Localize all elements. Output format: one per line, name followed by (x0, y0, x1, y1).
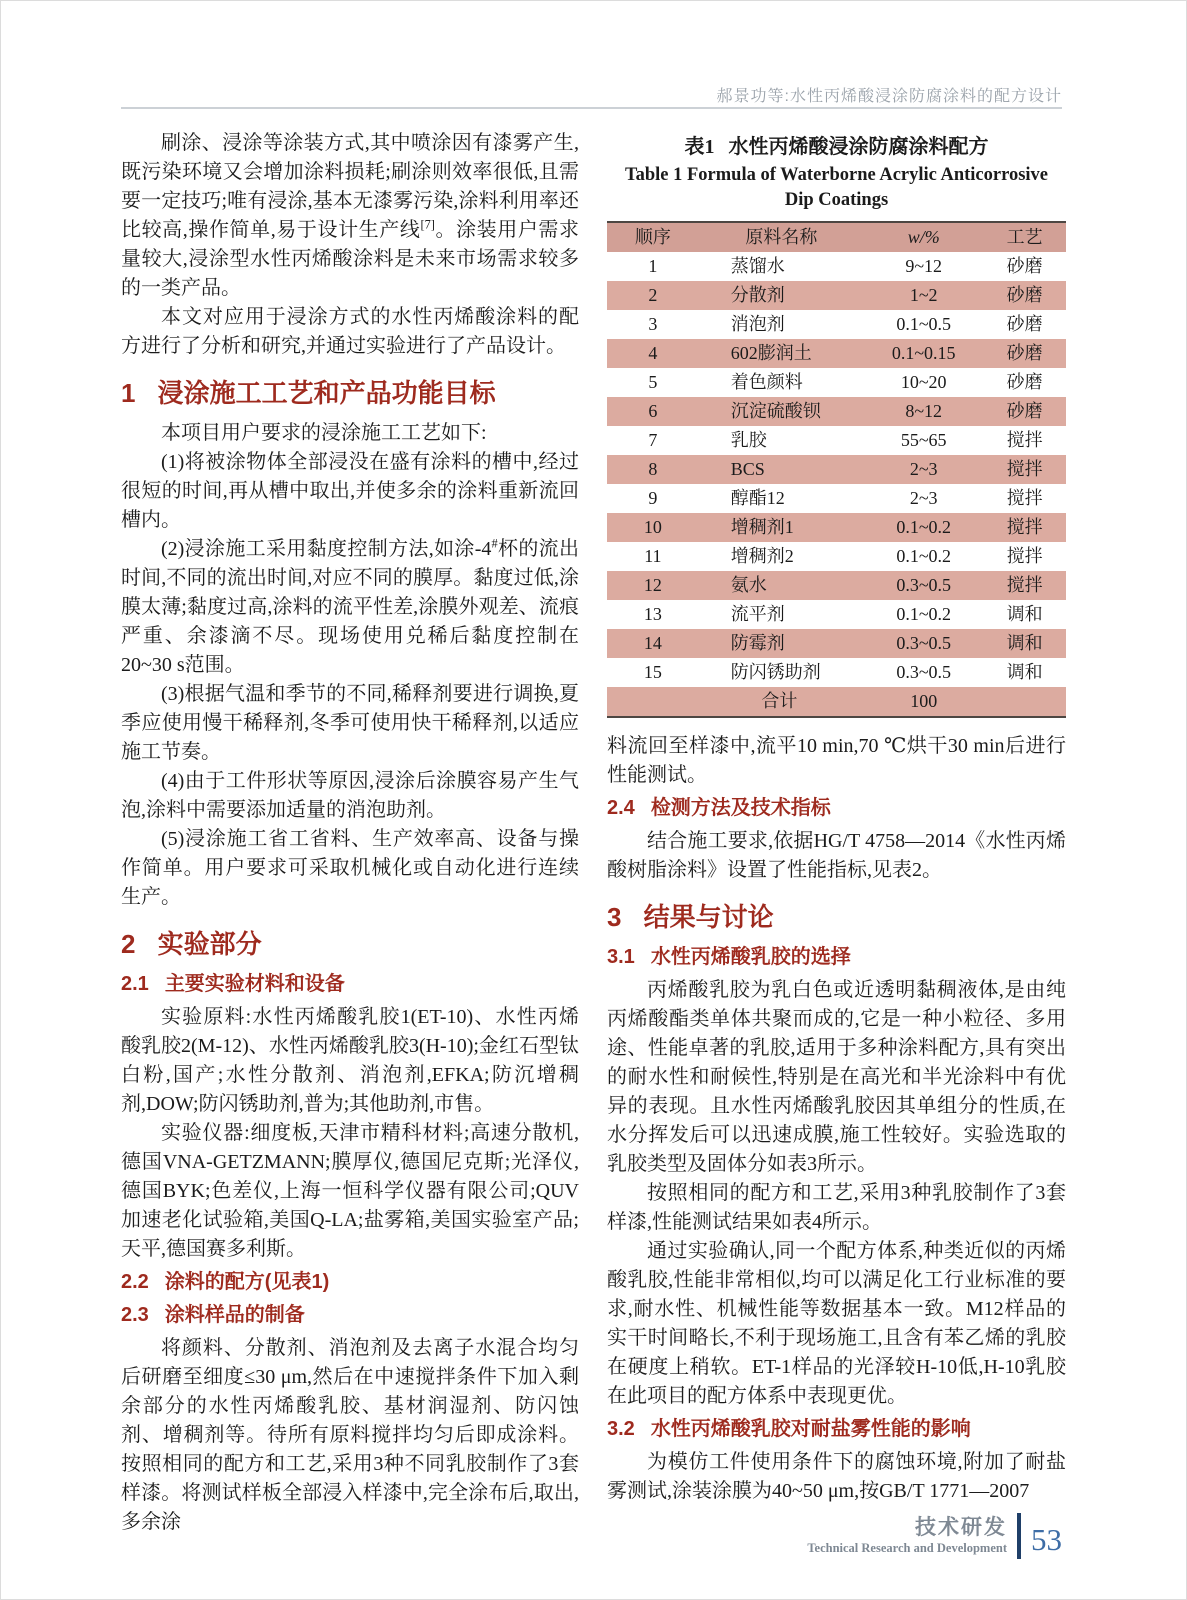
table-cell: 氨水 (730, 575, 767, 595)
table-cell: 搅拌 (1006, 488, 1043, 508)
section-number: 2.2 (121, 1271, 149, 1293)
table-row (607, 252, 1066, 281)
section-title: 涂料的配方(见表1) (164, 1271, 330, 1293)
section-2-4-heading (607, 794, 1066, 823)
table-row (607, 542, 1066, 571)
table1 (607, 221, 1066, 718)
table-cell: 着色颜料 (730, 372, 803, 392)
paragraph: 本项目用户要求的浸涂施工工艺如下: (161, 422, 487, 444)
table-cell: 消泡剂 (730, 314, 785, 334)
section-number: 2.1 (121, 973, 149, 995)
footer-divider-bar (1017, 1513, 1021, 1559)
content-columns (121, 129, 1066, 1537)
section-title: 涂料样品的制备 (164, 1304, 305, 1326)
table-cell: 乳胶 (730, 430, 767, 450)
section-number: 1 (121, 378, 136, 408)
table-cell: 2~3 (909, 459, 938, 479)
paragraph: 丙烯酸乳胶为乳白色或近透明黏稠液体,是由纯丙烯酸酯类单体共聚而成的,它是一种小粒径、多用途、性能卓著的乳胶,适用于多种涂料配方,具有突出的耐水性和耐候性,特别是在高光和半光涂料中有优异的表现。且水性丙烯酸乳胶因其单组分的性质,在水分挥发后可以迅速成膜,施工性较好。实验选取的乳胶类型及固体分如表3所示。 (607, 979, 1066, 1175)
table-cell: 0.3~0.5 (896, 575, 952, 595)
list-item: (3)根据气温和季节的不同,稀释剂要进行调换,夏季应使用慢干稀释剂,冬季可使用快干稀释剂,以适应施工节奏。 (121, 683, 579, 763)
table-cell: 8~12 (905, 401, 943, 421)
section-number: 3.1 (607, 946, 635, 968)
table-cell (607, 687, 699, 717)
table-cell: 搅拌 (1006, 517, 1043, 537)
table-header-cell: 工艺 (1006, 227, 1043, 247)
table-row (607, 484, 1066, 513)
paragraph-text: 。涂装用户需求量较大,浸涂型水性丙烯酸涂料是未来市场需求较多的一类产品。 (121, 219, 580, 299)
section-3-2-heading (607, 1415, 1066, 1444)
table-cell: 10 (643, 517, 662, 537)
section-2-2-heading (121, 1268, 579, 1297)
paragraph: 按照相同的配方和工艺,采用3种乳胶制作了3套样漆,性能测试结果如表4所示。 (607, 1182, 1066, 1233)
table1-title-en (607, 163, 1066, 213)
table-cell: 2 (648, 285, 658, 305)
section-2-1-heading (121, 970, 579, 999)
table-cell: 100 (910, 691, 938, 711)
left-column (121, 129, 579, 1537)
citation-ref: [7] (420, 217, 435, 232)
table-cell: 8 (648, 459, 658, 479)
section-2-3-heading (121, 1301, 579, 1330)
table-cell: 砂磨 (1006, 343, 1043, 363)
table-row (607, 339, 1066, 368)
table-cell: 分散剂 (730, 285, 785, 305)
section-number: 2.4 (607, 797, 635, 819)
table-cell: BCS (730, 459, 765, 479)
table-cell: 搅拌 (1006, 430, 1043, 450)
table-cell: 1 (648, 256, 658, 276)
table-cell: 醇酯12 (730, 488, 785, 508)
table-header-cell: 顺序 (634, 227, 671, 247)
section-title: 主要实验材料和设备 (164, 973, 345, 995)
table-cell: 11 (644, 546, 662, 566)
table-row (607, 629, 1066, 658)
section-number: 3.2 (607, 1418, 635, 1440)
running-head: 郝景功等:水性丙烯酸浸涂防腐涂料的配方设计 (716, 88, 1062, 105)
section-1-heading (121, 376, 579, 410)
table-header-cell: 原料名称 (745, 227, 818, 247)
table-row (607, 397, 1066, 426)
table-header-row (607, 222, 1066, 252)
table-cell: 调和 (1006, 633, 1043, 653)
table-cell: 6 (648, 401, 658, 421)
table-row (607, 455, 1066, 484)
table-cell: 沉淀硫酸钡 (730, 401, 821, 421)
paragraph: 结合施工要求,依据HG/T 4758—2014《水性丙烯酸树脂涂料》设置了性能指标,见表2。 (607, 830, 1066, 881)
table-cell: 0.1~0.2 (896, 604, 952, 624)
table-cell: 砂磨 (1006, 256, 1043, 276)
table-cell: 14 (643, 633, 662, 653)
table-cell: 增稠剂1 (730, 517, 794, 537)
table-cell: 2~3 (909, 488, 938, 508)
section-title: 实验部分 (157, 929, 262, 959)
section-title: 检测方法及技术指标 (650, 797, 831, 819)
section-3-1-heading (607, 943, 1066, 972)
paragraph-text: (2)浸涂施工采用黏度控制方法,如涂-4 (161, 538, 492, 560)
table1-title-zh (607, 133, 1066, 161)
footer-section-block (807, 1516, 1007, 1556)
table1-title-en-line2: Dip Coatings (784, 190, 889, 210)
footer-section-zh: 技术研发 (915, 1516, 1007, 1539)
table-cell: 增稠剂2 (730, 546, 794, 566)
paragraph: 为模仿工件使用条件下的腐蚀环境,附加了耐盐雾测试,涂装涂膜为40~50 μm,按GB/T 1771—2007 (607, 1451, 1066, 1502)
right-column (607, 129, 1066, 1537)
list-item: (1)将被涂物体全部浸没在盛有涂料的槽中,经过很短的时间,再从槽中取出,并使多余的涂料重新流回槽内。 (121, 451, 579, 531)
table-cell: 602膨润土 (730, 343, 812, 363)
table-cell: 合计 (761, 691, 798, 711)
table-cell: 搅拌 (1006, 459, 1043, 479)
paragraph-text: 刷涂、浸涂等涂装方式,其中喷涂因有漆雾产生,既污染环境又会增加涂料损耗;刷涂则效率很低,且需要一定技巧;唯有浸涂,基本无漆雾污染,涂料利用率还比较高,操作简单,易于设计生产线 (121, 132, 579, 241)
table-row (607, 571, 1066, 600)
table-cell: 调和 (1006, 662, 1043, 682)
table-cell: 7 (648, 430, 658, 450)
table-cell: 0.1~0.2 (896, 517, 952, 537)
section-title: 浸涂施工工艺和产品功能目标 (157, 378, 496, 408)
section-number: 2.3 (121, 1304, 149, 1326)
list-item: (4)由于工件形状等原因,浸涂后涂膜容易产生气泡,涂料中需要添加适量的消泡助剂。 (121, 770, 579, 821)
table-cell: 0.3~0.5 (896, 662, 952, 682)
table-cell (983, 687, 1066, 717)
table-cell: 防霉剂 (730, 633, 785, 653)
table-row (607, 513, 1066, 542)
table-cell: 0.3~0.5 (896, 633, 952, 653)
paragraph: 实验仪器:细度板,天津市精科材料;高速分散机,德国VNA-GETZMANN;膜厚仪,德国尼克斯;光泽仪,德国BYK;色差仪,上海一恒科学仪器有限公司;QUV加速老化试验箱,美国Q-LA;盐雾箱,美国实验室产品;天平,德国赛多利斯。 (121, 1122, 579, 1260)
table1-number: 表1 (684, 136, 715, 158)
table-cell: 搅拌 (1006, 546, 1043, 566)
table-cell: 15 (643, 662, 662, 682)
table-cell: 防闪锈助剂 (730, 662, 821, 682)
table-cell: 55~65 (900, 430, 947, 450)
table-cell: 1~2 (909, 285, 938, 305)
table-cell: 砂磨 (1006, 401, 1043, 421)
table-cell: 搅拌 (1006, 575, 1043, 595)
paragraph: 通过实验确认,同一个配方体系,种类近似的丙烯酸乳胶,性能非常相似,均可以满足化工行业标准的要求,耐水性、机械性能等数据基本一致。M12样品的实干时间略长,不利于现场施工,且含有苯乙烯的乳胶在硬度上稍软。ET-1样品的光泽较H-10低,H-10乳胶在此项目的配方体系中表现更优。 (607, 1240, 1066, 1407)
paragraph: 将颜料、分散剂、消泡剂及去离子水混合均匀后研磨至细度≤30 μm,然后在中速搅拌条件下加入剩余部分的水性丙烯酸乳胶、基材润湿剂、防闪蚀剂、增稠剂等。待所有原料搅拌均匀后即成涂料。按照相同的配方和工艺,采用3种不同乳胶制作了3套样漆。将测试样板全部浸入样漆中,完全涂布后,取出,多余涂 (121, 1337, 579, 1533)
table-cell: 砂磨 (1006, 372, 1043, 392)
table-cell: 蒸馏水 (730, 256, 785, 276)
section-3-heading (607, 900, 1066, 934)
table-cell: 砂磨 (1006, 285, 1043, 305)
table-cell: 5 (648, 372, 658, 392)
section-2-heading (121, 927, 579, 961)
table-header-cell: w/% (907, 227, 940, 247)
table-cell: 砂磨 (1006, 314, 1043, 334)
table-cell: 0.1~0.5 (896, 314, 952, 334)
table1-title-en-line1: Table 1 Formula of Waterborne Acrylic Anticorrosive (624, 165, 1049, 185)
table1-title-zh-text: 水性丙烯酸浸涂防腐涂料配方 (728, 136, 989, 158)
section-number: 3 (607, 902, 622, 932)
list-item (121, 535, 579, 680)
table-total-row (607, 687, 1066, 717)
table-cell: 10~20 (900, 372, 947, 392)
superscript-hash: # (491, 536, 498, 551)
section-number: 2 (121, 929, 136, 959)
table-row (607, 310, 1066, 339)
table-cell: 调和 (1006, 604, 1043, 624)
paragraph-continued: 料流回至样漆中,流平10 min,70 ℃烘干30 min后进行性能测试。 (607, 735, 1066, 786)
table-cell: 4 (648, 343, 658, 363)
table-row (607, 368, 1066, 397)
table-cell: 0.1~0.2 (896, 546, 952, 566)
section-title: 结果与讨论 (643, 902, 774, 932)
table-row (607, 281, 1066, 310)
table-row (607, 600, 1066, 629)
list-item: (5)浸涂施工省工省料、生产效率高、设备与操作简单。用户要求可采取机械化或自动化进行连续生产。 (121, 828, 579, 908)
section-title: 水性丙烯酸乳胶的选择 (650, 946, 851, 968)
page-footer (807, 1509, 1062, 1563)
table-cell: 0.1~0.15 (891, 343, 956, 363)
paragraph: 本文对应用于浸涂方式的水性丙烯酸涂料的配方进行了分析和研究,并通过实验进行了产品设计。 (121, 306, 579, 357)
table-cell: 12 (643, 575, 662, 595)
table-cell: 流平剂 (730, 604, 785, 624)
table-cell: 9 (648, 488, 658, 508)
page-number: 53 (1031, 1522, 1062, 1557)
paragraph: 实验原料:水性丙烯酸乳胶1(ET-10)、水性丙烯酸乳胶2(M-12)、水性丙烯酸乳胶3(H-10);金红石型钛白粉,国产;水性分散剂、消泡剂,EFKA;防沉增稠剂,DOW;防闪锈助剂,普为;其他助剂,市售。 (121, 1006, 579, 1115)
table-cell: 9~12 (905, 256, 943, 276)
table-cell: 3 (648, 314, 658, 334)
paragraph-intro-continued (121, 129, 579, 303)
section-title: 水性丙烯酸乳胶对耐盐雾性能的影响 (650, 1418, 971, 1440)
paragraph-text: 杯的流出时间,不同的流出时间,对应不同的膜厚。黏度过低,涂膜太薄;黏度过高,涂料的流平性差,涂膜外观差、流痕严重、余漆滴不尽。现场使用兑稀后黏度控制在20~30 s范围。 (121, 538, 580, 676)
table-body (607, 252, 1066, 717)
header-rule (121, 107, 1062, 109)
table-row (607, 426, 1066, 455)
table-row (607, 658, 1066, 687)
table-cell: 13 (643, 604, 662, 624)
footer-section-en: Technical Research and Development (807, 1541, 1007, 1555)
